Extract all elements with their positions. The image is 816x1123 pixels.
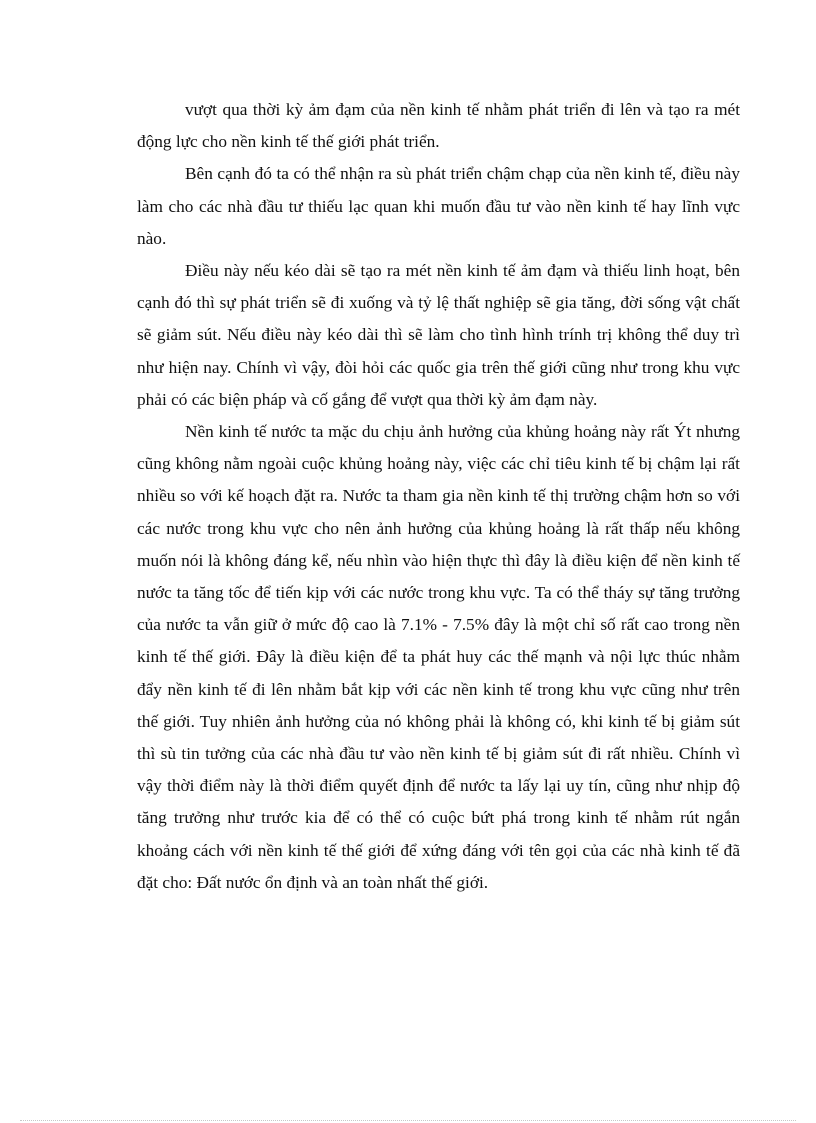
paragraph-4: Nền kinh tế nước ta mặc du chịu ảnh hưởng của khủng hoảng này rất Ýt nhưng cũng không nằm ngoài cuộc khủng hoảng này, việc các chỉ tiêu kinh tế bị chậm lại rất nhiều so với kế hoạch đặt ra. Nước ta tham gia nền kinh tế thị trường chậm hơn so với các nước trong khu vực cho nên ảnh hưởng của khủng hoảng là rất thấp nếu không muốn nói là không đáng kể, nếu nhìn vào hiện thực thì đây là điều kiện để nền kinh tế nước ta tăng tốc để tiến kịp với các nước trong khu vực. Ta có thể tháy sự tăng trưởng của nước ta vẫn giữ ở mức độ cao là 7.1% - 7.5% đây là một chỉ số rất cao trong nền kinh tế thế giới. Đây là điều kiện để ta phát huy các thế mạnh và nội lực thúc nhằm đẩy nền kinh tế đi lên nhằm bắt kịp với các nền kinh tế trong khu vực cũng như trên thế giới. Tuy nhiên ảnh hưởng của nó không phải là không có, khi kinh tế bị giảm sút thì sù tin tưởng của các nhà đầu tư vào nền kinh tế bị giảm sút đi rất nhiều. Chính vì vậy thời điểm này là thời điểm quyết định để nước ta lấy lại uy tín, cũng như nhịp độ tăng trưởng như trước kia để có thể có cuộc bứt phá trong kinh tế nhằm rút ngắn khoảng cách với nền kinh tế thế giới để xứng đáng với tên gọi của các nhà kinh tế đã đặt cho: Đất nước ổn định và an toàn nhất thế giới. [137, 422, 740, 892]
page-bottom-divider [20, 1120, 796, 1121]
body-text [137, 94, 740, 899]
paragraph-2: Bên cạnh đó ta có thể nhận ra sù phát triển chậm chạp của nền kinh tế, điều này làm cho các nhà đầu tư thiếu lạc quan khi muốn đầu tư vào nền kinh tế hay lĩnh vực nào. [137, 164, 740, 248]
paragraph-1: vượt qua thời kỳ ảm đạm của nền kinh tế nhằm phát triển đi lên và tạo ra mét động lực cho nền kinh tế thế giới phát triển. [137, 100, 740, 152]
paragraph-3: Điều này nếu kéo dài sẽ tạo ra mét nền kinh tế ảm đạm và thiếu linh hoạt, bên cạnh đó thì sự phát triển sẽ đi xuống và tỷ lệ thất nghiệp sẽ gia tăng, đời sống vật chất sẽ giảm sút. Nếu điều này kéo dài thì sẽ làm cho tình hình trính trị không thể duy trì như hiện nay. Chính vì vậy, đòi hỏi các quốc gia trên thế giới cũng như trong khu vực phải có các biện pháp và cố gắng để vượt qua thời kỳ ảm đạm này. [137, 261, 740, 409]
